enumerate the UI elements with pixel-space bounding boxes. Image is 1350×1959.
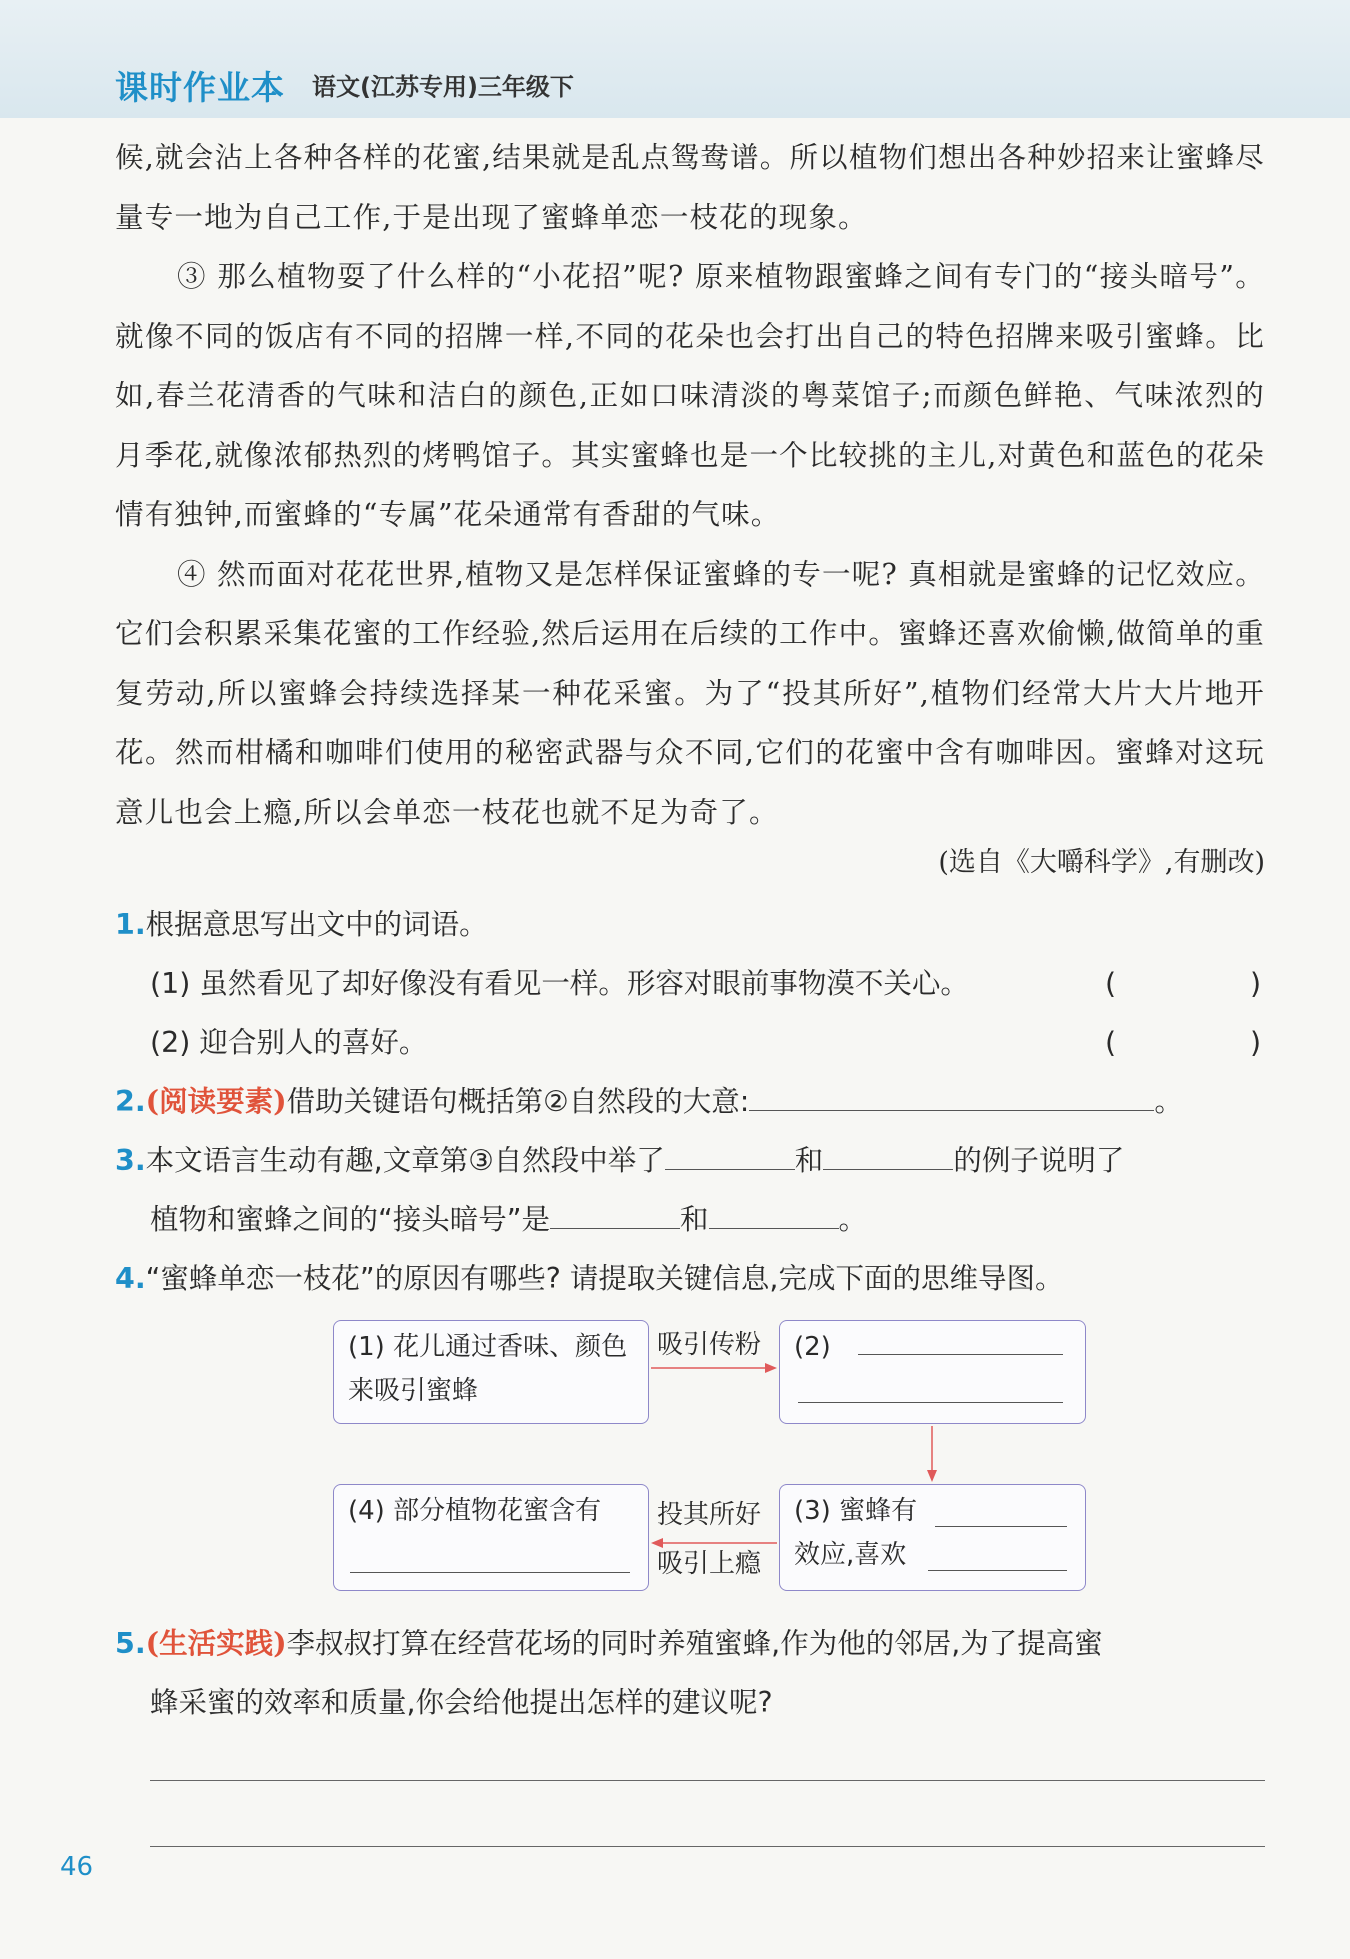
answer-blank[interactable] — [823, 1143, 953, 1170]
question-number: 3. — [115, 1144, 146, 1177]
page-number: 46 — [60, 1852, 94, 1882]
answer-close-paren: ) — [1250, 967, 1262, 1000]
question-2 — [115, 1072, 1265, 1131]
book-subject: 语文(江苏专用)三年级下 — [312, 73, 574, 101]
conjunction: 和 — [794, 1144, 824, 1177]
sub-question-text: (1) 虽然看见了却好像没有看见一样。形容对眼前事物漠不关心。 — [150, 967, 969, 1000]
question-tag: (生活实践) — [145, 1626, 287, 1660]
box-text: (3) 蜜蜂有 — [794, 1496, 918, 1526]
paragraph-3: ③ 那么植物耍了什么样的“小花招”呢? 原来植物跟蜜蜂之间有专门的“接头暗号”。就像不同的饭店有不同的招牌一样,不同的花朵也会打出自己的特色招牌来吸引蜜蜂。比如,春兰花清香的气味和洁白的颜色,正如口味清淡的粤菜馆子;而颜色鲜艳、气味浓烈的月季花,就像浓郁热烈的烤鸭馆子。其实蜜蜂也是一个比较挑的主儿,对黄色和蓝色的花朵情有独钟,而蜜蜂的“专属”花朵通常有香甜的气味。 — [115, 260, 1265, 531]
question-3-line2 — [150, 1190, 1265, 1249]
question-1-2 — [150, 1013, 1265, 1072]
question-text: 植物和蜜蜂之间的“接头暗号”是 — [150, 1203, 551, 1236]
paragraph-1: 候,就会沾上各种各样的花蜜,结果就是乱点鸳鸯谱。所以植物们想出各种妙招来让蜜蜂尽量专一地为自己工作,于是出现了蜜蜂单恋一枝花的现象。 — [115, 141, 1265, 234]
box-text: (1) 花儿通过香味、颜色来吸引蜜蜂 — [348, 1332, 628, 1406]
answer-blank[interactable] — [935, 1526, 1067, 1527]
box-label: (2) — [794, 1332, 831, 1362]
answer-line[interactable] — [150, 1846, 1265, 1847]
answer-blank[interactable] — [928, 1570, 1067, 1571]
question-text: “蜜蜂单恋一枝花”的原因有哪些? 请提取关键信息,完成下面的思维导图。 — [145, 1262, 1064, 1295]
book-title: 课时作业本 — [115, 68, 285, 107]
edge-label-attract-pollination: 吸引传粉 — [657, 1330, 762, 1360]
answer-open-paren: ( — [1105, 967, 1117, 1000]
question-end: 。 — [838, 1203, 868, 1236]
article — [115, 128, 1265, 842]
question-number: 4. — [115, 1262, 146, 1295]
question-text: 蜂采蜜的效率和质量,你会给他提出怎样的建议呢? — [150, 1686, 773, 1719]
answer-close-paren: ) — [1250, 1026, 1262, 1059]
question-text: 根据意思写出文中的词语。 — [145, 908, 488, 941]
box-text: 效应,喜欢 — [794, 1540, 907, 1570]
arrow-right — [649, 1360, 779, 1376]
question-text: 借助关键语句概括第②自然段的大意: — [286, 1085, 750, 1118]
arrow-down — [924, 1424, 940, 1484]
question-text: 李叔叔打算在经营花场的同时养殖蜜蜂,作为他的邻居,为了提高蜜 — [286, 1627, 1103, 1660]
question-3 — [115, 1131, 1265, 1190]
question-tag: (阅读要素) — [145, 1084, 287, 1118]
question-5-line2 — [150, 1673, 1265, 1732]
question-text: 本文语言生动有趣,文章第③自然段中举了 — [145, 1144, 665, 1177]
answer-blank[interactable] — [858, 1354, 1063, 1355]
question-text: 的例子说明了 — [953, 1144, 1125, 1177]
mindmap-box-3 — [779, 1484, 1086, 1591]
question-1-1 — [150, 954, 1265, 1013]
question-end: 。 — [1154, 1085, 1183, 1118]
mindmap-box-2 — [779, 1320, 1086, 1424]
conjunction: 和 — [680, 1203, 709, 1236]
answer-open-paren: ( — [1105, 1026, 1117, 1059]
mindmap-box-4 — [333, 1484, 649, 1591]
answer-blank[interactable] — [749, 1084, 1154, 1111]
question-4 — [115, 1249, 1265, 1308]
box-text: (4) 部分植物花蜜含有 — [348, 1496, 602, 1526]
edge-label-cater: 投其所好 — [657, 1500, 762, 1530]
question-number: 1. — [115, 908, 146, 941]
question-number: 2. — [115, 1085, 146, 1118]
question-1 — [115, 895, 1265, 954]
answer-blank[interactable] — [709, 1202, 839, 1229]
edge-label-addiction: 吸引上瘾 — [657, 1549, 762, 1579]
answer-blank[interactable] — [350, 1572, 630, 1573]
question-number: 5. — [115, 1627, 146, 1660]
answer-line[interactable] — [150, 1780, 1265, 1781]
answer-blank[interactable] — [550, 1202, 680, 1229]
answer-blank[interactable] — [665, 1143, 795, 1170]
source-citation: (选自《大嚼科学》,有删改) — [938, 847, 1265, 878]
sub-question-text: (2) 迎合别人的喜好。 — [150, 1026, 428, 1059]
answer-blank[interactable] — [798, 1402, 1063, 1403]
question-5 — [115, 1614, 1265, 1673]
mindmap-box-1 — [333, 1320, 649, 1424]
paragraph-4: ④ 然而面对花花世界,植物又是怎样保证蜜蜂的专一呢? 真相就是蜜蜂的记忆效应。它们会积累采集花蜜的工作经验,然后运用在后续的工作中。蜜蜂还喜欢偷懒,做简单的重复劳动,所以蜜蜂会持续选择某一种花采蜜。为了“投其所好”,植物们经常大片大片地开花。然而柑橘和咖啡们使用的秘密武器与众不同,它们的花蜜中含有咖啡因。蜜蜂对这玩意儿也会上瘾,所以会单恋一枝花也就不足为奇了。 — [115, 557, 1265, 829]
